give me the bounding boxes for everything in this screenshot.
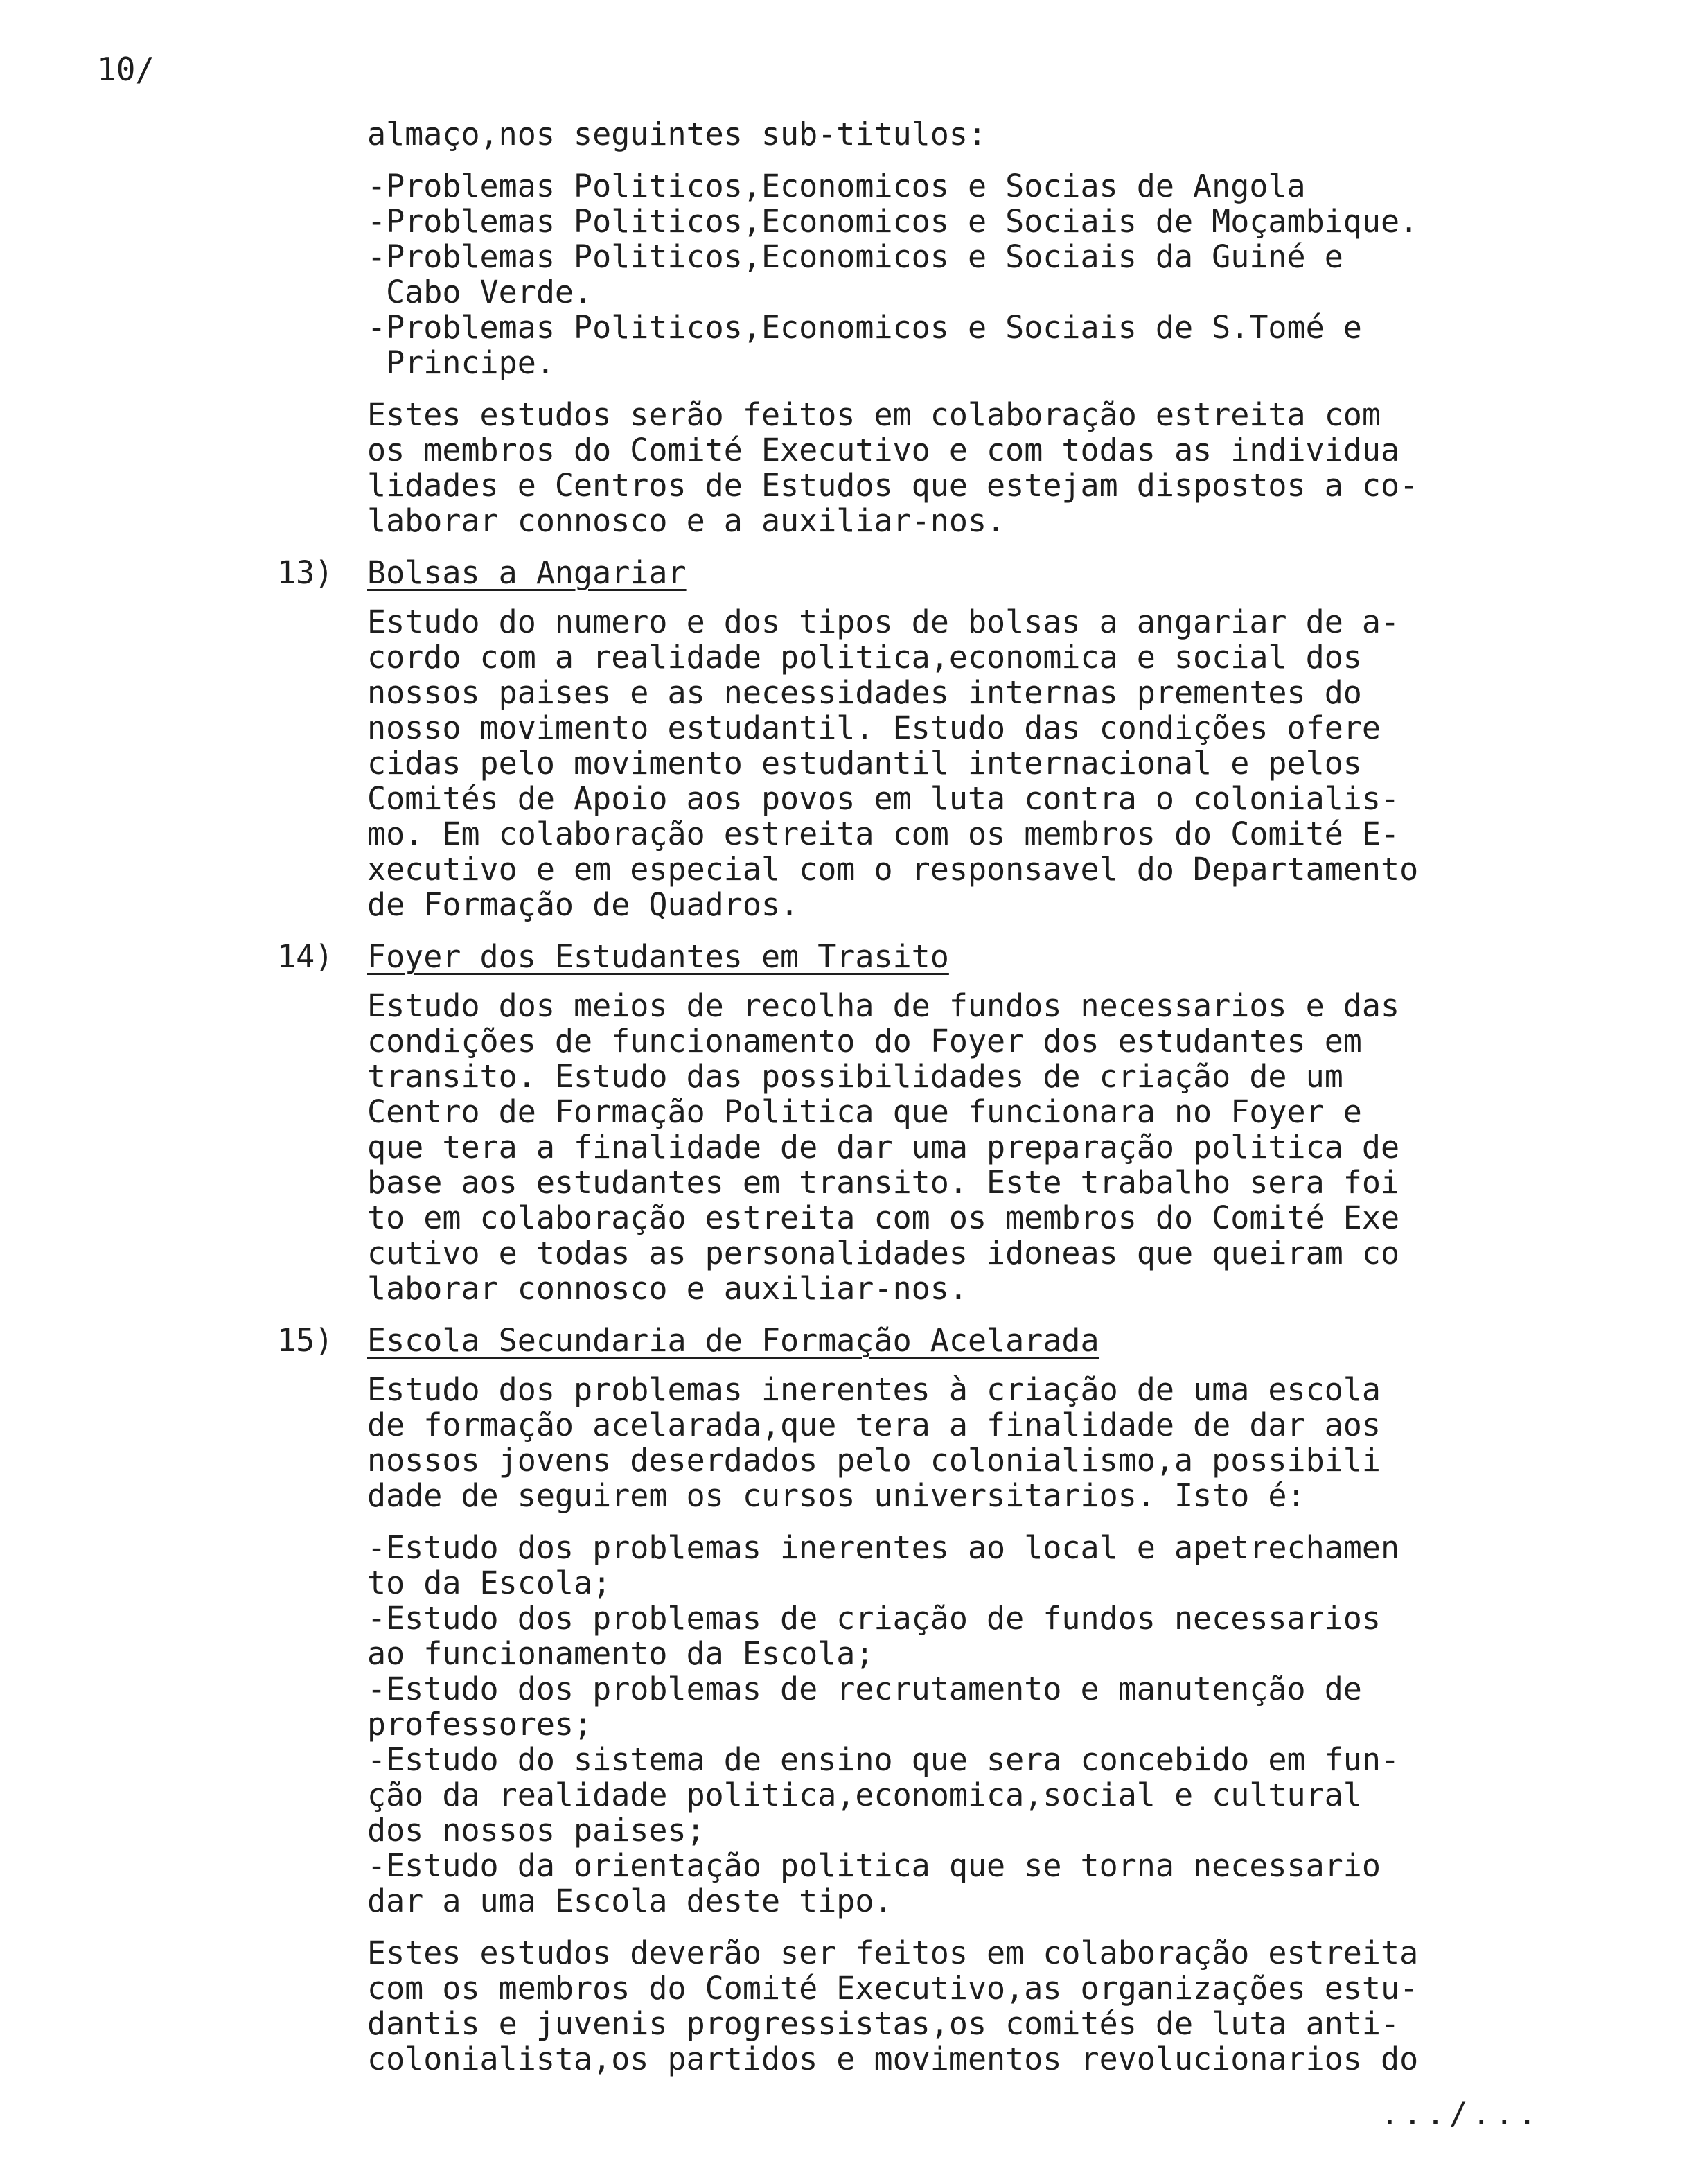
paragraph-line: que tera a finalidade de dar uma preparação politica de [367, 1129, 1400, 1165]
paragraph-line: colonialista,os partidos e movimentos revolucionarios do [367, 2041, 1419, 2077]
subtitle-item: -Problemas Politicos,Economicos e Sociais da Guiné e [367, 238, 1343, 275]
study-item: -Estudo dos problemas inerentes ao local e apetrechamen [367, 1529, 1400, 1566]
section-body [367, 988, 1573, 1306]
paragraph-line: de formação acelarada,que tera a finalidade de dar aos [367, 1407, 1381, 1443]
paragraph-line: lidades e Centros de Estudos que estejam dispostos a co- [367, 467, 1419, 504]
page-number: 10/ [97, 51, 155, 88]
study-item: -Estudo dos problemas de recrutamento e manutenção de [367, 1671, 1362, 1707]
paragraph-line: nosso movimento estudantil. Estudo das condições ofere [367, 710, 1381, 746]
section-body [367, 1372, 1573, 1513]
subtitle-item: -Problemas Politicos,Economicos e Socias de Angola [367, 168, 1306, 204]
paragraph-line: nossos jovens deserdados pelo colonialismo,a possibili [367, 1442, 1381, 1479]
paragraph-line: mo. Em colaboração estreita com os membros do Comité E- [367, 816, 1400, 852]
section-title: Escola Secundaria de Formação Acelarada [367, 1322, 1099, 1359]
study-item: dos nossos paises; [367, 1812, 705, 1849]
section-13 [277, 554, 1573, 923]
paragraph-line: Comités de Apoio aos povos em luta contra o colonialis- [367, 780, 1400, 817]
subtitle-item: -Problemas Politicos,Economicos e Sociais de Moçambique. [367, 203, 1419, 240]
study-item: to da Escola; [367, 1565, 612, 1601]
paragraph-line: de Formação de Quadros. [367, 886, 799, 923]
intro-line: almaço,nos seguintes sub-titulos: [367, 116, 987, 152]
paragraph-line: cutivo e todas as personalidades idoneas que queiram co [367, 1235, 1400, 1271]
subtitle-item: Cabo Verde. [367, 274, 593, 310]
paragraph-line: cordo com a realidade politica,economica e social dos [367, 639, 1362, 676]
paragraph-line: com os membros do Comité Executivo,as organizações estu- [367, 1970, 1419, 2007]
paragraph-line: to em colaboração estreita com os membros do Comité Exe [367, 1199, 1400, 1236]
study-item: -Estudo do sistema de ensino que sera concebido em fun- [367, 1741, 1400, 1778]
paragraph-line: Centro de Formação Politica que funcionara no Foyer e [367, 1093, 1362, 1130]
section-number: 14) [277, 938, 334, 975]
study-item: -Estudo dos problemas de criação de fundos necessarios [367, 1600, 1381, 1637]
paragraph-line: condições de funcionamento do Foyer dos estudantes em [367, 1023, 1362, 1059]
section-number: 13) [277, 554, 334, 591]
section-number: 15) [277, 1322, 334, 1359]
paragraph-line: dantis e juvenis progressistas,os comités de luta anti- [367, 2005, 1400, 2042]
paragraph-line: cidas pelo movimento estudantil internacional e pelos [367, 745, 1362, 782]
study-item: -Estudo da orientação politica que se torna necessario [367, 1847, 1381, 1884]
study-items-list [367, 1530, 1573, 1919]
paragraph-line: laborar connosco e a auxiliar-nos. [367, 502, 1006, 539]
section-title: Bolsas a Angariar [367, 554, 687, 591]
section-title: Foyer dos Estudantes em Trasito [367, 938, 949, 975]
paragraph-line: os membros do Comité Executivo e com todas as individua [367, 432, 1400, 468]
paragraph-line: dade de seguirem os cursos universitarios. Isto é: [367, 1477, 1306, 1514]
study-item: dar a uma Escola deste tipo. [367, 1883, 893, 1919]
study-item: ao funcionamento da Escola; [367, 1635, 874, 1672]
paragraph-line: Estudo do numero e dos tipos de bolsas a angariar de a- [367, 604, 1400, 640]
paragraph-line: nossos paises e as necessidades internas prementes do [367, 674, 1362, 711]
subtitle-item: Principe. [367, 344, 555, 381]
subtitle-list [367, 168, 1573, 380]
paragraph-line: Estudo dos problemas inerentes à criação de uma escola [367, 1371, 1381, 1408]
document-body [277, 116, 1573, 2093]
section-15 [277, 1322, 1573, 2077]
closing-paragraph [367, 397, 1573, 538]
subtitle-item: -Problemas Politicos,Economicos e Sociais de S.Tomé e [367, 309, 1362, 346]
paragraph-line: Estes estudos serão feitos em colaboração estreita com [367, 396, 1381, 433]
section-closing [367, 1935, 1573, 2077]
section-body [367, 604, 1573, 922]
paragraph-line: xecutivo e em especial com o responsavel do Departamento [367, 851, 1419, 888]
study-item: ção da realidade politica,economica,social e cultural [367, 1777, 1362, 1813]
study-item: professores; [367, 1706, 593, 1743]
section-14 [277, 938, 1573, 1307]
continuation-mark: .../... [1380, 2095, 1541, 2132]
paragraph-line: laborar connosco e auxiliar-nos. [367, 1270, 968, 1307]
paragraph-line: Estes estudos deverão ser feitos em colaboração estreita [367, 1935, 1419, 1971]
paragraph-line: base aos estudantes em transito. Este trabalho sera foi [367, 1164, 1400, 1201]
paragraph-line: Estudo dos meios de recolha de fundos necessarios e das [367, 987, 1400, 1024]
paragraph-line: transito. Estudo das possibilidades de criação de um [367, 1058, 1343, 1095]
